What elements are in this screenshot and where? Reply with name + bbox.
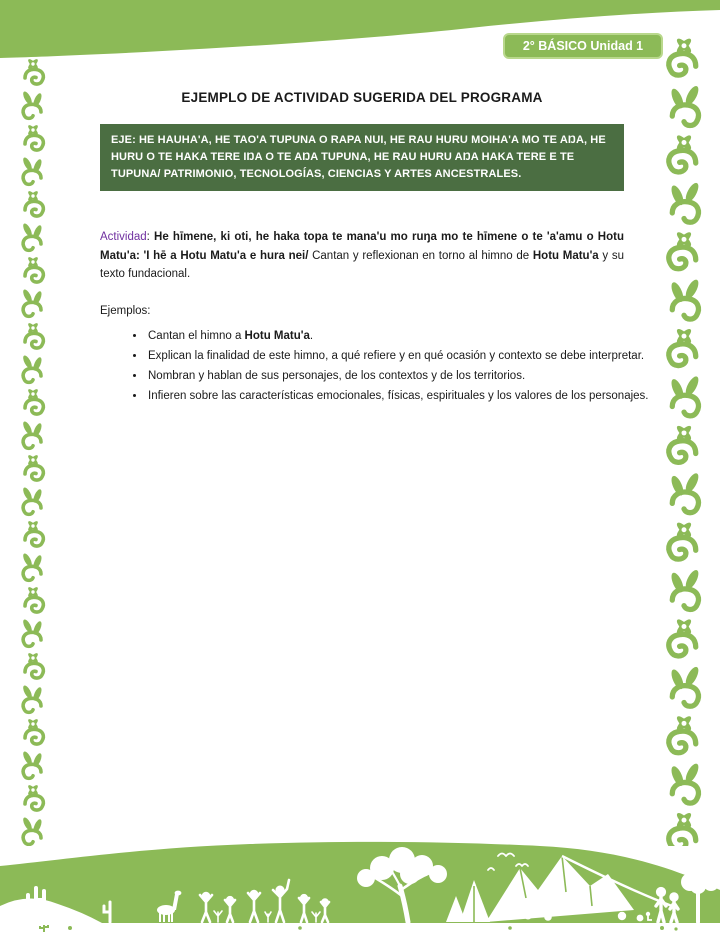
item-text: Infieren sobre las características emocionales, físicas, espirituales y los valores de los personajes. [148,390,649,402]
activity-hotu-matua: Hotu Matu'a [532,249,599,262]
examples-heading: Ejemplos: [100,305,151,317]
list-item [146,387,670,406]
unit-badge-label: 2° BÁSICO Unidad 1 [522,39,644,53]
eje-text: EJE: HE HAUHA'A, HE TAO'A TUPUNA O RAPA NUI, HE RAU HURU MOIHA'A MO TE AŊA, HE HURU O TE HAKA TERE IŊA O TE AŊA TUPUNA, HE RAU HURU AŊA HAKA TERE E TE TUPUNA/ PATRIMONIO, TECNOLOGÍAS, CIENCIAS Y ARTES ANCESTRALES. [111,134,606,180]
eje-box [100,124,624,191]
page-title: EJEMPLO DE ACTIVIDAD SUGERIDA DEL PROGRAMA [181,90,543,105]
examples-list [100,327,670,407]
left-koru-border [18,56,48,846]
right-koru-border [662,34,706,846]
item-bold: Hotu Matu'a [244,330,310,342]
activity-label: Actividad [100,231,147,243]
activity-colon: : [146,231,155,243]
item-text: Explican la finalidad de este himno, a qué refiere y en qué ocasión y contexto se debe interpretar. [148,350,645,362]
activity-spanish-text: Cantan y reflexionan en torno al himno de [308,249,533,262]
activity-rapanui-text: He hīmene, ki oti, he haka topa te mana'u mo ruŋa mo te hīmene o te 'a'amu o Hotu Matu'a: 'I hē a Hotu Matu'a e hura nei/ [100,231,624,262]
bottom-landscape [0,840,720,932]
list-item [146,347,670,366]
item-text: Cantan el himno a [148,330,245,342]
unit-badge [503,33,663,59]
item-text: . [309,330,314,342]
item-text: Nombran y hablan de sus personajes, de los contextos y de los territorios. [148,370,526,382]
list-item [146,327,670,346]
activity-paragraph [100,228,624,284]
activity-tail-text: y su texto fundacional. [100,249,624,280]
list-item [146,367,670,386]
